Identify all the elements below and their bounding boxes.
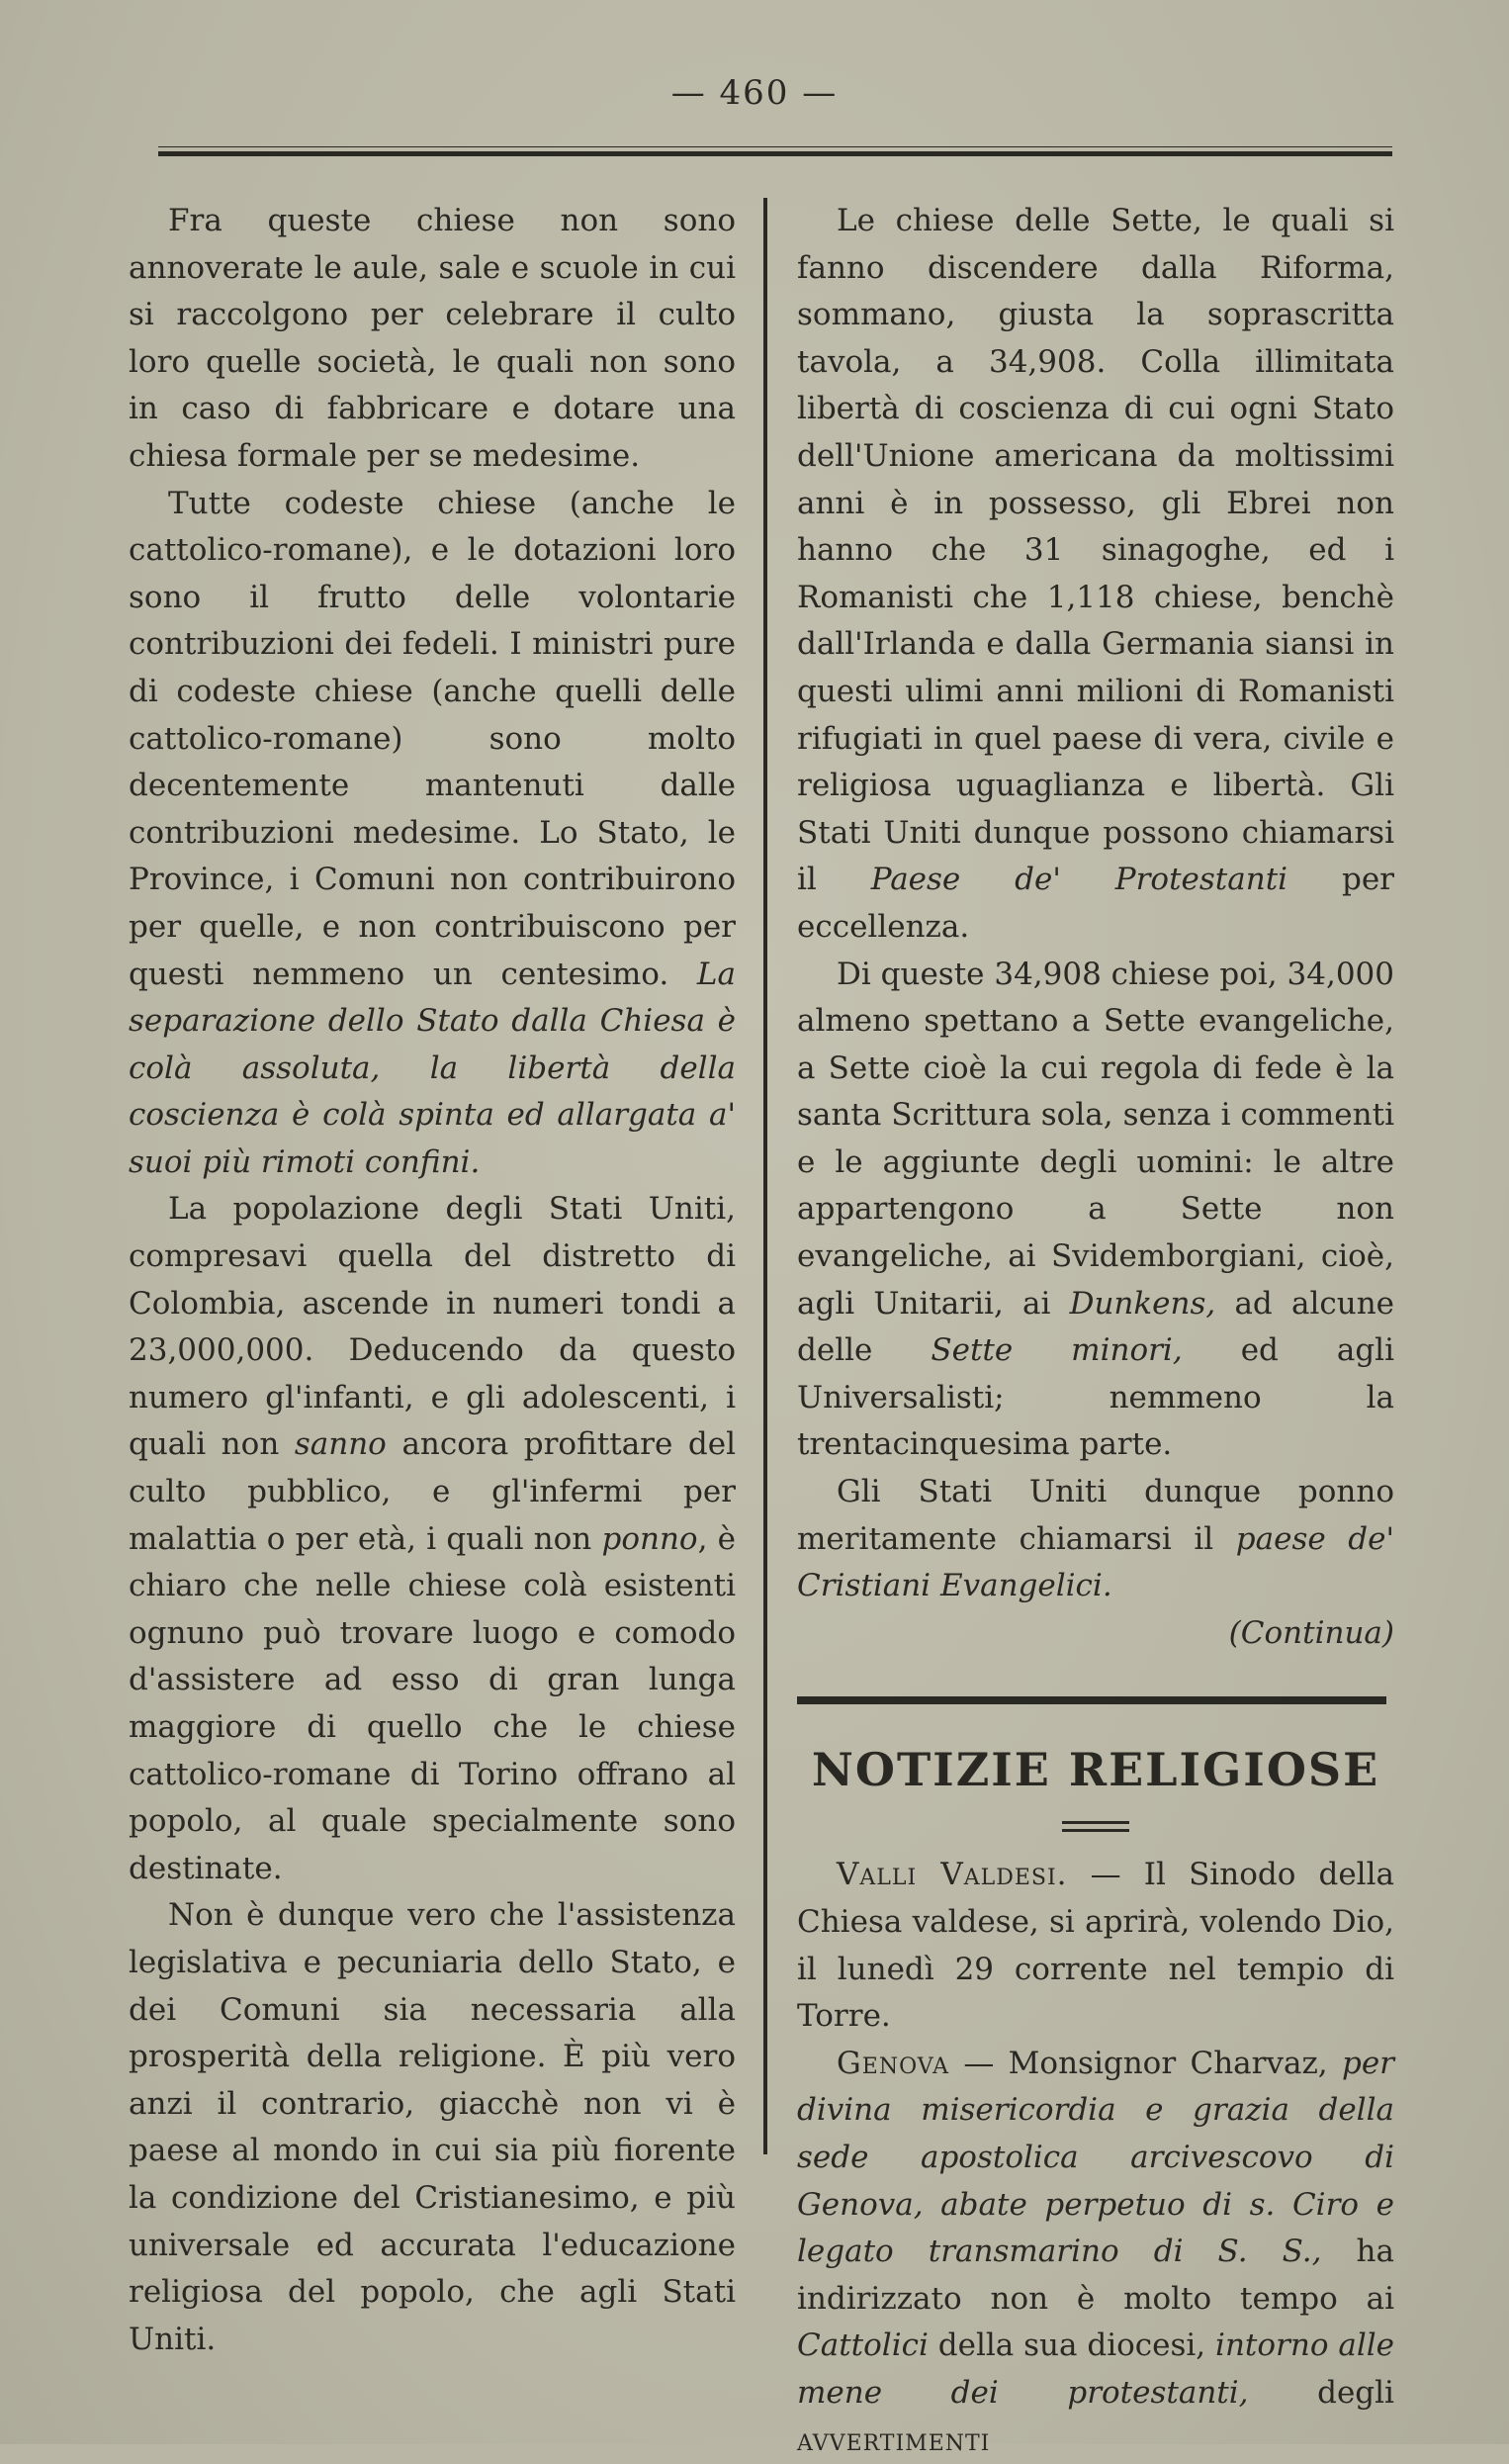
paragraph-6-end: ed agli Universalisti; nemmeno la trentacinquesima parte.	[797, 1332, 1395, 1463]
paragraph-3-italic-sanno: sanno	[294, 1426, 387, 1463]
header-rule	[158, 151, 1392, 156]
paragraph-3	[129, 1186, 736, 1892]
news-item-2-body-3: della sua diocesi,	[937, 2327, 1206, 2364]
paragraph-3-start: La popolazione degli Stati Uniti, compresavi quella del distretto di Colombia, ascende in numeri tondi a 23,000,000. Deducendo da questo numero gl'infanti, e gli adolescenti, i quali non	[129, 1191, 736, 1463]
paragraph-1: Fra queste chiese non sono annoverate le aule, sale e scuole in cui si raccolgono per celebrare il culto loro quelle società, le quali non sono in caso di fabbricare e dotare una chiesa formale per se medesime.	[129, 203, 736, 474]
news-item-1-heading: Valli Valdesi.	[837, 1857, 1068, 1893]
news-item-2-italic-2: Cattolici	[797, 2327, 929, 2364]
paragraph-5-end: per eccellenza.	[797, 862, 1394, 945]
paragraph-2	[129, 481, 736, 1187]
news-item-2-heading: Genova	[837, 2045, 950, 2081]
paragraph-5	[797, 198, 1394, 952]
paragraph-3-italic-ponno: ponno	[601, 1520, 698, 1557]
paragraph-2-italic: La separazione dello Stato dalla Chiesa è colà assoluta, la libertà della coscienza è colà spinta ed allargata a' suoi più rimoti confini.	[129, 956, 736, 1180]
paragraph-7	[797, 1469, 1394, 1610]
paragraph-4: Non è dunque vero che l'assistenza legislativa e pecuniaria dello Stato, e dei Comuni sia necessaria alla prosperità della religione. È più vero anzi il contrario, giacchè non vi è paese al mondo in cui sia più fiorente la condizione del Cristianesimo, e più universale ed accurata l'educazione religiosa del popolo, che agli Stati Uniti.	[129, 1897, 736, 2357]
news-item-2-italic-3: intorno alle mene dei protestanti,	[797, 2327, 1395, 2411]
right-column	[797, 198, 1394, 2464]
paragraph-6-start: Di queste 34,908 chiese poi, 34,000 almeno spettano a Sette evangeliche, a Sette cioè la cui regola di fede è la santa Scrittura sola, senza i commenti e le aggiunte degli uomini: le altre appartengono a Sette non evangeliche, ai Svidemborgiani, cioè, agli Unitarii, ai	[797, 956, 1394, 1322]
paragraph-2-text: Tutte codeste chiese (anche le cattolico-romane), e le dotazioni loro sono il frutto delle volontarie contribuzioni dei fedeli. I ministri pure di codeste chiese (anche quelli delle cattolico-romane) sono molto decentemente mantenuti dalle contribuzioni medesime. Lo Stato, le Province, i Comuni non contribuirono per quelle, e non contribuiscono per questi nemmeno un centesimo.	[129, 485, 736, 992]
page-number: — 460 —	[670, 73, 839, 113]
paragraph-5-start: Le chiese delle Sette, le quali si fanno discendere dalla Riforma, sommano, giusta la soprascritta tavola, a 34,908. Colla illimitata libertà di coscienza di cui ogni Stato dell'Unione americana da moltissimi anni è in possesso, gli Ebrei non hanno che 31 sinagoghe, ed i Romanisti che 1,118 chiese, benchè dall'Irlanda e dalla Germania siansi in questi ulimi anni milioni di Romanisti rifugiati in quel paese di vera, civile e religiosa uguaglianza e libertà. Gli Stati Uniti dunque possono chiamarsi il	[797, 203, 1394, 898]
column-divider	[763, 198, 767, 2154]
section-divider-rule	[797, 1696, 1386, 1704]
left-column	[129, 198, 736, 2363]
paragraph-6-italic-sette: Sette minori,	[931, 1332, 1183, 1369]
continua-label: (Continua)	[1228, 1614, 1394, 1651]
paragraph-7-start: Gli Stati Uniti dunque ponno meritamente chiamarsi il	[797, 1474, 1394, 1557]
paragraph-3-end: , è chiaro che nelle chiese colà esistenti ognuno può trovare luogo e comodo d'assistere ad esso di gran lunga maggiore di quello che le chiese cattolico-romane di Torino offrano al popolo, al quale specialmente sono destinate.	[129, 1520, 736, 1886]
paragraph-7-italic: paese de' Cristiani Evangelici.	[797, 1520, 1394, 1604]
paragraph-6	[797, 952, 1394, 1470]
news-item-2-body-4: degli	[1317, 2374, 1394, 2411]
news-item-2-caps: avvertimenti	[797, 2421, 991, 2458]
continua-line	[797, 1610, 1394, 1658]
heading-double-rule	[1062, 1821, 1129, 1832]
paragraph-5-italic: Paese de' Protestanti	[870, 862, 1288, 898]
news-item-genova	[797, 2041, 1394, 2464]
news-item-valli-valdesi	[797, 1852, 1394, 2040]
section-heading: NOTIZIE RELIGIOSE	[811, 1743, 1380, 1797]
paragraph-6-italic-dunkens: Dunkens,	[1069, 1285, 1216, 1322]
paragraph-6-mid: ad alcune delle	[797, 1285, 1395, 1369]
paragraph-3-mid: ancora profittare del culto pubblico, e gl'infermi per malattia o per età, i quali non	[129, 1426, 737, 1557]
news-item-2-body-1: — Monsignor Charvaz,	[963, 2045, 1328, 2081]
news-item-1-body: — Il Sinodo della Chiesa valdese, si aprirà, volendo Dio, il lunedì 29 corrente nel tempio di Torre.	[797, 1857, 1394, 2035]
news-item-2-body-2: ha indirizzato non è molto tempo ai	[797, 2234, 1394, 2317]
news-item-2-italic-1: per divina misericordia e grazia della sede apostolica arcivescovo di Genova, abate perpetuo di s. Ciro e legato transmarino di S. S.,	[797, 2045, 1394, 2270]
